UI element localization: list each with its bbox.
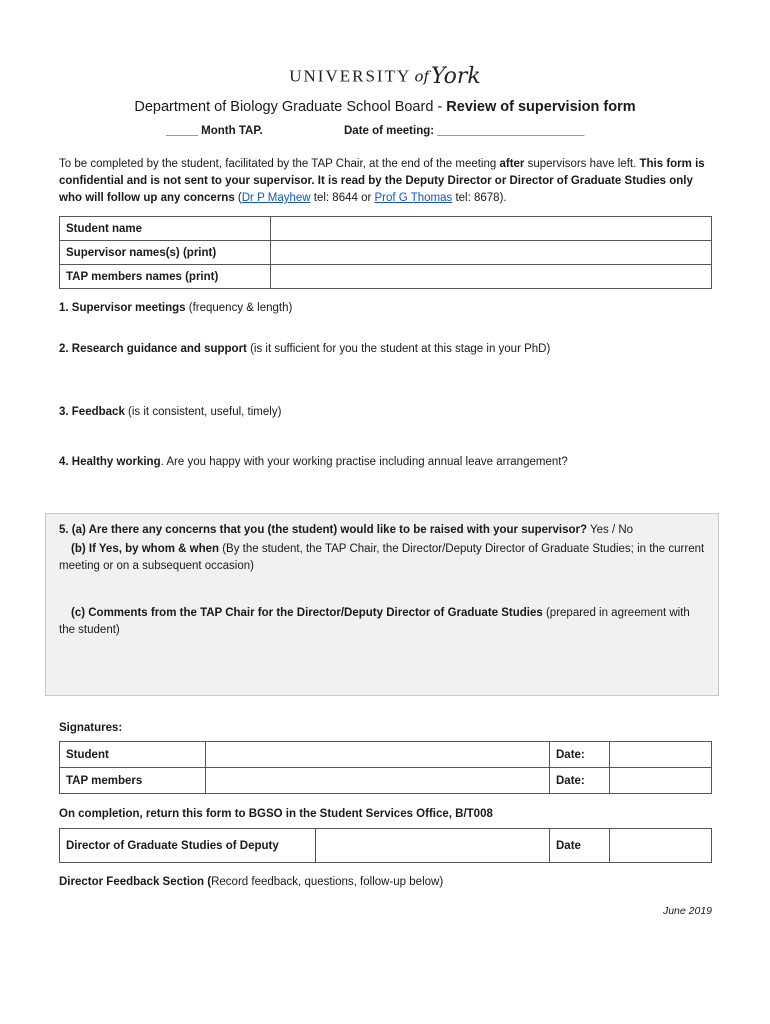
table-row bbox=[60, 241, 712, 265]
mayhew-link[interactable]: Dr P Mayhew bbox=[241, 192, 311, 204]
table-row bbox=[60, 768, 712, 794]
intro-text-2: supervisors have left. bbox=[524, 158, 640, 170]
supervisor-names-label: Supervisor names(s) (print) bbox=[60, 241, 271, 265]
student-date-label: Date: bbox=[550, 742, 610, 768]
director-feedback-heading bbox=[59, 876, 443, 888]
question-5c-title: (c) Comments from the TAP Chair for the Director/Deputy Director of Graduate Studies bbox=[71, 607, 543, 619]
month-tap-field[interactable]: _____ Month TAP. bbox=[166, 125, 263, 137]
signatures-heading: Signatures: bbox=[59, 722, 123, 734]
question-5a bbox=[59, 522, 708, 539]
question-4-text: . Are you happy with your working practise including annual leave arrangement? bbox=[160, 456, 568, 468]
student-name-label: Student name bbox=[60, 217, 271, 241]
question-2 bbox=[59, 343, 550, 355]
intro-tel1: tel: 8644 or bbox=[310, 192, 375, 204]
question-1 bbox=[59, 302, 292, 314]
question-5b-text: (By the student, the TAP Chair, the Director/Deputy Director of Graduate Studies; in the current meeting or on a subsequent occasion) bbox=[59, 543, 705, 572]
question-3-text: (is it consistent, useful, timely) bbox=[124, 406, 282, 418]
completion-instructions: On completion, return this form to BGSO in the Student Services Office, B/T008 bbox=[59, 808, 493, 820]
student-name-input[interactable] bbox=[271, 217, 712, 241]
question-3 bbox=[59, 406, 281, 418]
tap-members-label: TAP members names (print) bbox=[60, 265, 271, 289]
tap-signature-label: TAP members bbox=[60, 768, 206, 794]
question-1-title: 1. Supervisor meetings bbox=[59, 302, 186, 314]
student-signature-label: Student bbox=[60, 742, 206, 768]
university-of-york-logo bbox=[0, 64, 770, 94]
logo-university-text: UNIVERSITY bbox=[289, 66, 412, 86]
intro-paragraph bbox=[59, 156, 719, 207]
director-feedback-title: Director Feedback Section ( bbox=[59, 876, 212, 888]
table-row bbox=[60, 265, 712, 289]
intro-after: after bbox=[499, 158, 525, 170]
question-5c-text: (prepared in agreement with the student) bbox=[59, 607, 690, 636]
question-5-box[interactable] bbox=[45, 513, 719, 696]
tap-members-input[interactable] bbox=[271, 265, 712, 289]
signatures-table bbox=[59, 741, 712, 794]
question-5b bbox=[59, 541, 708, 575]
intro-confidential: This form is confidential and is not sent to your supervisor. It is read by the Deputy Director or Director of Graduate Studies only who will follow up any concerns bbox=[59, 158, 705, 204]
director-table bbox=[59, 828, 712, 863]
intro-tel2: tel: 8678). bbox=[452, 192, 507, 204]
question-4 bbox=[59, 456, 568, 468]
tap-signature-input[interactable] bbox=[206, 768, 550, 794]
director-feedback-text: Record feedback, questions, follow-up below) bbox=[211, 876, 444, 888]
date-of-meeting-field[interactable]: Date of meeting: _______________________ bbox=[344, 125, 585, 137]
question-3-title: 3. Feedback bbox=[59, 406, 125, 418]
student-signature-input[interactable] bbox=[206, 742, 550, 768]
question-2-title: 2. Research guidance and support bbox=[59, 343, 247, 355]
footer-date: June 2019 bbox=[662, 905, 712, 917]
director-date-input[interactable] bbox=[610, 829, 712, 863]
question-1-text: (frequency & length) bbox=[185, 302, 293, 314]
tap-date-input[interactable] bbox=[610, 768, 712, 794]
intro-text-1: To be completed by the student, facilitated by the TAP Chair, at the end of the meeting bbox=[59, 158, 500, 170]
student-date-input[interactable] bbox=[610, 742, 712, 768]
thomas-link[interactable]: Prof G Thomas bbox=[374, 192, 453, 204]
director-label: Director of Graduate Studies of Deputy bbox=[60, 829, 316, 863]
question-2-text: (is it sufficient for you the student at this stage in your PhD) bbox=[246, 343, 551, 355]
director-date-label: Date bbox=[550, 829, 610, 863]
logo-of-text: of bbox=[414, 67, 430, 86]
table-row bbox=[60, 829, 712, 863]
table-row bbox=[60, 742, 712, 768]
tap-date-label: Date: bbox=[550, 768, 610, 794]
logo-york-text: York bbox=[431, 64, 481, 89]
form-title-regular: Department of Biology Graduate School Board - bbox=[134, 99, 447, 115]
question-5a-yes-no: Yes / No bbox=[587, 524, 634, 536]
student-info-table bbox=[59, 216, 712, 289]
question-5b-title: (b) If Yes, by whom & when bbox=[71, 543, 220, 555]
form-title bbox=[0, 99, 770, 115]
question-5a-title: 5. (a) Are there any concerns that you (the student) would like to be raised with your supervisor? bbox=[59, 524, 588, 536]
form-title-bold: Review of supervision form bbox=[446, 99, 636, 115]
question-5c bbox=[59, 605, 708, 639]
director-signature-input[interactable] bbox=[316, 829, 550, 863]
intro-paren: ( bbox=[234, 192, 242, 204]
supervisor-names-input[interactable] bbox=[271, 241, 712, 265]
question-4-title: 4. Healthy working bbox=[59, 456, 161, 468]
table-row bbox=[60, 217, 712, 241]
